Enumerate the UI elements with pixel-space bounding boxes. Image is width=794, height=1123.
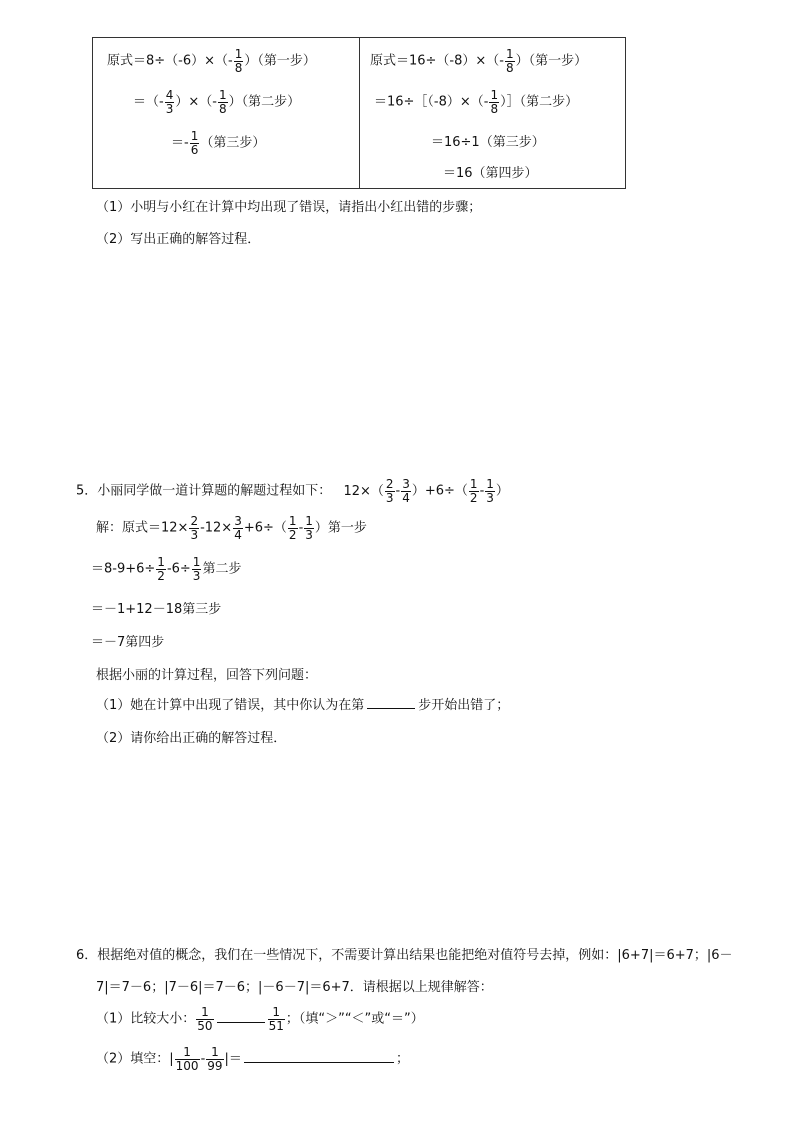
fraction: $\frac{1}{3}$ xyxy=(486,477,494,505)
xiaohong-step3: ＝16÷1（第三步） xyxy=(431,135,545,150)
xiaoming-step1: 原式＝8÷（-6）×（- $\frac{1}{8}$ ）（第一步） xyxy=(107,47,316,75)
fraction: $\frac{3}{4}$ xyxy=(402,477,410,505)
fraction: $\frac{1}{51}$ xyxy=(268,1005,284,1033)
fraction: $\frac{1}{6}$ xyxy=(190,129,199,157)
q6-stem-line1: 6．根据绝对值的概念，我们在一些情况下，不需要计算出结果也能把绝对值符号去掉，例如：|6+7|＝6+7；|6－ xyxy=(76,948,733,963)
fraction: $\frac{1}{50}$ xyxy=(197,1005,213,1033)
q5-subquestion-2: （2）请你给出正确的解答过程． xyxy=(96,731,287,746)
q5-stem: 5．小丽同学做一道计算题的解题过程如下： 12×（ $\frac{2}{3}$ - $\frac{3}{4}$ ）+6÷（ $\frac{1}{2}$ - $\frac{1}{3}$ ） xyxy=(76,477,509,505)
xiaohong-step1: 原式＝16÷（-8）×（- $\frac{1}{8}$ ）（第一步） xyxy=(370,47,588,75)
q5-subquestion-1: （1）她在计算中出现了错误，其中你认为在第 步开始出错了； xyxy=(96,698,510,713)
fraction: $\frac{1}{3}$ xyxy=(192,555,201,583)
q5-step3: ＝－1+12－18第三步 xyxy=(91,602,222,617)
answer-blank[interactable] xyxy=(217,1022,265,1023)
xiaoming-step3: ＝- $\frac{1}{6}$ （第三步） xyxy=(171,129,266,157)
answer-blank[interactable] xyxy=(244,1062,394,1063)
table-divider xyxy=(359,38,360,188)
fraction: $\frac{1}{8}$ xyxy=(505,47,514,75)
fraction: $\frac{2}{3}$ xyxy=(190,514,199,542)
q6-stem-line2: 7|＝7－6；|7－6|＝7－6；|－6－7|＝6+7．请根据以上规律解答： xyxy=(96,980,493,995)
fraction: $\frac{1}{2}$ xyxy=(469,477,478,505)
fraction: $\frac{1}{3}$ xyxy=(305,514,313,542)
q5-instruction: 根据小丽的计算过程，回答下列问题： xyxy=(96,668,318,683)
fraction: $\frac{4}{3}$ xyxy=(165,88,174,116)
q5-step2: ＝8-9+6÷ $\frac{1}{2}$ -6÷ $\frac{1}{3}$ 第二步 xyxy=(91,555,242,583)
fraction: $\frac{1}{8}$ xyxy=(234,47,243,75)
fraction: $\frac{1}{2}$ xyxy=(157,555,165,583)
xiaoming-step2: ＝（- $\frac{4}{3}$ ）×（- $\frac{1}{8}$ ）（第二步） xyxy=(133,88,301,116)
fraction: $\frac{1}{100}$ xyxy=(175,1045,199,1073)
fraction: $\frac{2}{3}$ xyxy=(385,477,394,505)
fraction: $\frac{3}{4}$ xyxy=(234,514,242,542)
q5-step4: ＝－7第四步 xyxy=(91,635,165,650)
question-number: 5． xyxy=(76,483,98,499)
fraction: $\frac{1}{2}$ xyxy=(288,514,297,542)
answer-blank[interactable] xyxy=(367,708,415,709)
question-number: 6． xyxy=(76,948,98,963)
xiaohong-step4: ＝16（第四步） xyxy=(443,166,538,181)
solutions-table xyxy=(92,37,626,189)
q6-subquestion-2: （2）填空：| $\frac{1}{100}$ - $\frac{1}{99}$ |＝ ； xyxy=(96,1045,409,1073)
q6-subquestion-1: （1）比较大小： $\frac{1}{50}$ $\frac{1}{51}$ ；（填“＞”“＜”或“＝”） xyxy=(96,1005,424,1033)
fraction: $\frac{1}{8}$ xyxy=(218,88,227,116)
q4-subquestion-1: （1）小明与小红在计算中均出现了错误，请指出小红出错的步骤； xyxy=(96,200,482,215)
fraction: $\frac{1}{8}$ xyxy=(490,88,499,116)
xiaohong-step2: ＝16÷［（-8）×（- $\frac{1}{8}$ ）］（第二步） xyxy=(374,88,579,116)
fraction: $\frac{1}{99}$ xyxy=(207,1045,223,1073)
q4-subquestion-2: （2）写出正确的解答过程． xyxy=(96,232,261,247)
q5-step1: 解：原式＝12× $\frac{2}{3}$ -12× $\frac{3}{4}$ +6÷（ $\frac{1}{2}$ - $\frac{1}{3}$ ）第一步 xyxy=(96,514,367,542)
